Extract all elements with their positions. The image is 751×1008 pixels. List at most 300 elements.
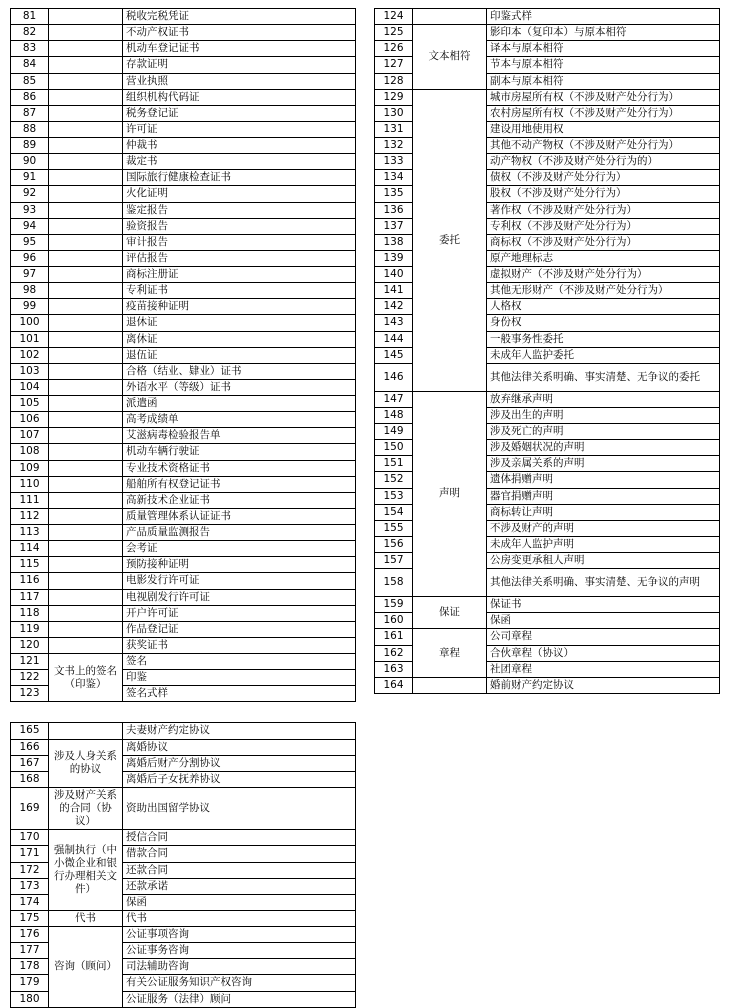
row-number: 90: [11, 154, 49, 170]
row-item-name: 公证事务咨询: [123, 943, 356, 959]
row-number: 129: [375, 89, 413, 105]
table-row: [11, 589, 356, 605]
row-item-name: 借款合同: [123, 846, 356, 862]
row-category: [49, 476, 123, 492]
table-row: [11, 121, 356, 137]
row-item-name: 其他不动产物权（不涉及财产处分行为）: [487, 138, 720, 154]
row-item-name: 产品质量监测报告: [123, 525, 356, 541]
row-number: 170: [11, 830, 49, 846]
row-number: 148: [375, 407, 413, 423]
table-row: [11, 315, 356, 331]
row-category: [49, 283, 123, 299]
table-row: [11, 412, 356, 428]
table-row: [11, 557, 356, 573]
row-number: 105: [11, 396, 49, 412]
row-number: 179: [11, 975, 49, 991]
two-column-layout: [10, 8, 741, 702]
table-row: [375, 677, 720, 693]
row-category: [49, 492, 123, 508]
row-item-name: 保证书: [487, 597, 720, 613]
row-item-name: 其他法律关系明确、事实清楚、无争议的委托: [487, 363, 720, 391]
table-row: [11, 525, 356, 541]
row-number: 99: [11, 299, 49, 315]
row-number: 175: [11, 910, 49, 926]
table-row: [11, 723, 356, 739]
row-category: [49, 508, 123, 524]
row-item-name: 离休证: [123, 331, 356, 347]
row-item-name: 涉及死亡的声明: [487, 424, 720, 440]
row-number: 114: [11, 541, 49, 557]
row-item-name: 派遣函: [123, 396, 356, 412]
row-number: 130: [375, 105, 413, 121]
bottom-table-body: [11, 723, 356, 1007]
table-row: [11, 202, 356, 218]
row-number: 102: [11, 347, 49, 363]
row-category: [49, 202, 123, 218]
row-category: [49, 460, 123, 476]
row-number: 161: [375, 629, 413, 645]
table-row: [11, 250, 356, 266]
row-category: [49, 363, 123, 379]
row-number: 171: [11, 846, 49, 862]
row-number: 154: [375, 504, 413, 520]
table-row: [11, 637, 356, 653]
row-number: 81: [11, 9, 49, 25]
row-category: 文书上的签名（印鉴）: [49, 654, 123, 702]
row-item-name: 仲裁书: [123, 138, 356, 154]
row-number: 119: [11, 621, 49, 637]
table-row: [11, 89, 356, 105]
row-category: [49, 396, 123, 412]
row-number: 168: [11, 771, 49, 787]
row-item-name: 放弃继承声明: [487, 391, 720, 407]
row-item-name: 电视剧发行许可证: [123, 589, 356, 605]
row-category: [49, 723, 123, 739]
row-item-name: 退伍证: [123, 347, 356, 363]
notary-items-table-bottom: [10, 722, 356, 1007]
row-item-name: 授信合同: [123, 830, 356, 846]
table-row: [11, 347, 356, 363]
row-number: 86: [11, 89, 49, 105]
row-item-name: 营业执照: [123, 73, 356, 89]
table-row: [11, 428, 356, 444]
row-number: 93: [11, 202, 49, 218]
row-category: [49, 444, 123, 460]
row-item-name: 签名式样: [123, 686, 356, 702]
row-item-name: 公房变更承租人声明: [487, 553, 720, 569]
row-category: [413, 677, 487, 693]
row-number: 124: [375, 9, 413, 25]
row-number: 95: [11, 234, 49, 250]
table-row: [11, 444, 356, 460]
table-row: [11, 739, 356, 755]
row-item-name: 质量管理体系认证证书: [123, 508, 356, 524]
right-table-body: [375, 9, 720, 694]
row-item-name: 资助出国留学协议: [123, 787, 356, 829]
row-category: [49, 25, 123, 41]
row-item-name: 商标权（不涉及财产处分行为）: [487, 234, 720, 250]
row-item-name: 存款证明: [123, 57, 356, 73]
notary-items-table-right: [374, 8, 720, 694]
row-category: [49, 589, 123, 605]
table-row: [375, 597, 720, 613]
row-category: [49, 234, 123, 250]
row-number: 141: [375, 283, 413, 299]
row-item-name: 合伙章程（协议）: [487, 645, 720, 661]
row-number: 145: [375, 347, 413, 363]
row-item-name: 原产地理标志: [487, 250, 720, 266]
row-item-name: 影印本（复印本）与原本相符: [487, 25, 720, 41]
row-category: [49, 525, 123, 541]
row-number: 167: [11, 755, 49, 771]
row-item-name: 电影发行许可证: [123, 573, 356, 589]
row-item-name: 涉及出生的声明: [487, 407, 720, 423]
row-item-name: 股权（不涉及财产处分行为）: [487, 186, 720, 202]
table-row: [375, 25, 720, 41]
row-item-name: 婚前财产约定协议: [487, 677, 720, 693]
row-item-name: 离婚协议: [123, 739, 356, 755]
row-number: 155: [375, 520, 413, 536]
row-number: 98: [11, 283, 49, 299]
row-category: [49, 41, 123, 57]
row-item-name: 外语水平（等级）证书: [123, 379, 356, 395]
row-number: 151: [375, 456, 413, 472]
row-item-name: 机动车登记证书: [123, 41, 356, 57]
row-category: [49, 541, 123, 557]
row-item-name: 验资报告: [123, 218, 356, 234]
row-item-name: 副本与原本相符: [487, 73, 720, 89]
row-item-name: 农村房屋所有权（不涉及财产处分行为）: [487, 105, 720, 121]
row-category: 文本相符: [413, 25, 487, 90]
row-number: 104: [11, 379, 49, 395]
row-number: 137: [375, 218, 413, 234]
table-row: [11, 299, 356, 315]
table-row: [375, 391, 720, 407]
row-item-name: 夫妻财产约定协议: [123, 723, 356, 739]
row-item-name: 身份权: [487, 315, 720, 331]
row-number: 131: [375, 121, 413, 137]
row-number: 106: [11, 412, 49, 428]
row-number: 139: [375, 250, 413, 266]
row-number: 97: [11, 267, 49, 283]
row-category: [49, 186, 123, 202]
row-number: 180: [11, 991, 49, 1007]
row-number: 87: [11, 105, 49, 121]
row-category: [49, 9, 123, 25]
row-item-name: 建设用地使用权: [487, 121, 720, 137]
bottom-section: [10, 722, 356, 1007]
row-item-name: 保函: [123, 894, 356, 910]
row-number: 172: [11, 862, 49, 878]
table-row: [11, 57, 356, 73]
row-item-name: 涉及婚姻状况的声明: [487, 440, 720, 456]
row-item-name: 商标注册证: [123, 267, 356, 283]
left-table-body: [11, 9, 356, 702]
row-item-name: 税收完税凭证: [123, 9, 356, 25]
row-number: 103: [11, 363, 49, 379]
row-item-name: 离婚后财产分割协议: [123, 755, 356, 771]
row-number: 177: [11, 943, 49, 959]
table-row: [11, 654, 356, 670]
row-item-name: 译本与原本相符: [487, 41, 720, 57]
row-number: 118: [11, 605, 49, 621]
notary-items-table-left: [10, 8, 356, 702]
row-item-name: 签名: [123, 654, 356, 670]
row-item-name: 疫苗接种证明: [123, 299, 356, 315]
row-item-name: 鉴定报告: [123, 202, 356, 218]
row-item-name: 不涉及财产的声明: [487, 520, 720, 536]
row-number: 83: [11, 41, 49, 57]
row-number: 89: [11, 138, 49, 154]
row-item-name: 不动产权证书: [123, 25, 356, 41]
table-row: [11, 541, 356, 557]
row-item-name: 其他法律关系明确、事实清楚、无争议的声明: [487, 569, 720, 597]
row-category: 保证: [413, 597, 487, 629]
row-number: 136: [375, 202, 413, 218]
row-category: [49, 89, 123, 105]
row-item-name: 组织机构代码证: [123, 89, 356, 105]
row-number: 163: [375, 661, 413, 677]
row-number: 140: [375, 267, 413, 283]
row-item-name: 器官捐赠声明: [487, 488, 720, 504]
row-category: [49, 250, 123, 266]
row-category: 涉及财产关系的合同（协议）: [49, 787, 123, 829]
table-row: [11, 621, 356, 637]
row-item-name: 还款承诺: [123, 878, 356, 894]
row-item-name: 社团章程: [487, 661, 720, 677]
row-number: 108: [11, 444, 49, 460]
row-number: 147: [375, 391, 413, 407]
row-item-name: 专业技术资格证书: [123, 460, 356, 476]
row-item-name: 开户许可证: [123, 605, 356, 621]
row-item-name: 艾滋病毒检验报告单: [123, 428, 356, 444]
row-number: 160: [375, 613, 413, 629]
table-row: [11, 331, 356, 347]
row-category: [49, 299, 123, 315]
row-item-name: 退休证: [123, 315, 356, 331]
row-item-name: 著作权（不涉及财产处分行为）: [487, 202, 720, 218]
table-row: [11, 927, 356, 943]
row-number: 115: [11, 557, 49, 573]
row-category: 章程: [413, 629, 487, 677]
row-item-name: 火化证明: [123, 186, 356, 202]
row-number: 153: [375, 488, 413, 504]
row-item-name: 机动车辆行驶证: [123, 444, 356, 460]
row-item-name: 印鉴: [123, 670, 356, 686]
row-category: [49, 557, 123, 573]
row-item-name: 专利证书: [123, 283, 356, 299]
row-number: 128: [375, 73, 413, 89]
table-row: [375, 89, 720, 105]
row-number: 165: [11, 723, 49, 739]
row-item-name: 节本与原本相符: [487, 57, 720, 73]
row-number: 134: [375, 170, 413, 186]
row-item-name: 裁定书: [123, 154, 356, 170]
row-item-name: 还款合同: [123, 862, 356, 878]
table-row: [11, 605, 356, 621]
row-item-name: 其他无形财产（不涉及财产处分行为）: [487, 283, 720, 299]
row-number: 169: [11, 787, 49, 829]
row-number: 176: [11, 927, 49, 943]
left-column: [10, 8, 356, 702]
row-number: 122: [11, 670, 49, 686]
row-item-name: 债权（不涉及财产处分行为）: [487, 170, 720, 186]
row-number: 164: [375, 677, 413, 693]
row-category: [49, 605, 123, 621]
row-category: 代书: [49, 910, 123, 926]
row-number: 88: [11, 121, 49, 137]
table-row: [11, 25, 356, 41]
row-item-name: 公司章程: [487, 629, 720, 645]
row-number: 120: [11, 637, 49, 653]
row-item-name: 会考证: [123, 541, 356, 557]
table-row: [11, 41, 356, 57]
row-item-name: 未成年人监护声明: [487, 536, 720, 552]
table-row: [11, 830, 356, 846]
row-category: [49, 154, 123, 170]
row-category: [49, 637, 123, 653]
row-category: [49, 138, 123, 154]
row-category: [49, 315, 123, 331]
table-row: [11, 267, 356, 283]
row-item-name: 高考成绩单: [123, 412, 356, 428]
row-number: 121: [11, 654, 49, 670]
row-category: [49, 347, 123, 363]
row-number: 158: [375, 569, 413, 597]
row-item-name: 国际旅行健康检查证书: [123, 170, 356, 186]
row-item-name: 有关公证服务知识产权咨询: [123, 975, 356, 991]
table-row: [11, 218, 356, 234]
table-row: [11, 170, 356, 186]
row-item-name: 获奖证书: [123, 637, 356, 653]
row-number: 96: [11, 250, 49, 266]
row-category: [413, 9, 487, 25]
row-category: [49, 121, 123, 137]
row-category: [49, 57, 123, 73]
row-number: 132: [375, 138, 413, 154]
row-item-name: 合格（结业、肄业）证书: [123, 363, 356, 379]
row-number: 135: [375, 186, 413, 202]
row-item-name: 评估报告: [123, 250, 356, 266]
row-item-name: 一般事务性委托: [487, 331, 720, 347]
row-number: 100: [11, 315, 49, 331]
row-category: 委托: [413, 89, 487, 391]
row-category: 强制执行（中小微企业和银行办理相关文件）: [49, 830, 123, 911]
row-number: 174: [11, 894, 49, 910]
row-item-name: 许可证: [123, 121, 356, 137]
row-item-name: 涉及亲属关系的声明: [487, 456, 720, 472]
row-number: 157: [375, 553, 413, 569]
row-category: [49, 621, 123, 637]
row-item-name: 作品登记证: [123, 621, 356, 637]
row-item-name: 公证事项咨询: [123, 927, 356, 943]
row-item-name: 代书: [123, 910, 356, 926]
row-item-name: 商标转让声明: [487, 504, 720, 520]
row-category: 咨询（顾问）: [49, 927, 123, 1008]
row-category: [49, 267, 123, 283]
row-number: 101: [11, 331, 49, 347]
row-number: 138: [375, 234, 413, 250]
row-category: [49, 379, 123, 395]
row-item-name: 人格权: [487, 299, 720, 315]
row-item-name: 高新技术企业证书: [123, 492, 356, 508]
row-category: [49, 331, 123, 347]
row-item-name: 虚拟财产（不涉及财产处分行为）: [487, 267, 720, 283]
table-row: [11, 787, 356, 829]
row-number: 116: [11, 573, 49, 589]
row-number: 173: [11, 878, 49, 894]
row-number: 166: [11, 739, 49, 755]
row-category: [49, 218, 123, 234]
row-category: [49, 573, 123, 589]
row-category: [49, 428, 123, 444]
table-row: [11, 492, 356, 508]
row-item-name: 公证服务（法律）顾问: [123, 991, 356, 1007]
row-number: 92: [11, 186, 49, 202]
row-category: [49, 170, 123, 186]
table-row: [375, 9, 720, 25]
table-row: [11, 476, 356, 492]
row-number: 144: [375, 331, 413, 347]
row-number: 110: [11, 476, 49, 492]
table-row: [11, 9, 356, 25]
table-row: [11, 379, 356, 395]
row-number: 113: [11, 525, 49, 541]
row-number: 156: [375, 536, 413, 552]
row-number: 133: [375, 154, 413, 170]
row-number: 117: [11, 589, 49, 605]
row-number: 107: [11, 428, 49, 444]
row-category: [49, 412, 123, 428]
right-column: [374, 8, 720, 694]
row-category: 声明: [413, 391, 487, 596]
table-row: [11, 396, 356, 412]
row-number: 111: [11, 492, 49, 508]
table-row: [11, 283, 356, 299]
row-number: 94: [11, 218, 49, 234]
row-item-name: 审计报告: [123, 234, 356, 250]
table-row: [11, 186, 356, 202]
row-item-name: 船舶所有权登记证书: [123, 476, 356, 492]
row-item-name: 保函: [487, 613, 720, 629]
row-item-name: 专利权（不涉及财产处分行为）: [487, 218, 720, 234]
table-row: [11, 105, 356, 121]
row-item-name: 未成年人监护委托: [487, 347, 720, 363]
row-number: 162: [375, 645, 413, 661]
table-row: [11, 138, 356, 154]
row-number: 149: [375, 424, 413, 440]
row-category: [49, 73, 123, 89]
table-row: [375, 629, 720, 645]
row-number: 82: [11, 25, 49, 41]
row-number: 125: [375, 25, 413, 41]
row-number: 142: [375, 299, 413, 315]
row-item-name: 离婚后子女抚养协议: [123, 771, 356, 787]
table-row: [11, 460, 356, 476]
table-row: [11, 573, 356, 589]
row-number: 150: [375, 440, 413, 456]
row-number: 126: [375, 41, 413, 57]
table-row: [11, 363, 356, 379]
row-item-name: 遗体捐赠声明: [487, 472, 720, 488]
row-item-name: 司法辅助咨询: [123, 959, 356, 975]
table-row: [11, 73, 356, 89]
row-item-name: 动产物权（不涉及财产处分行为的）: [487, 154, 720, 170]
row-number: 84: [11, 57, 49, 73]
row-category: 涉及人身关系的协议: [49, 739, 123, 787]
table-row: [11, 154, 356, 170]
table-row: [11, 910, 356, 926]
